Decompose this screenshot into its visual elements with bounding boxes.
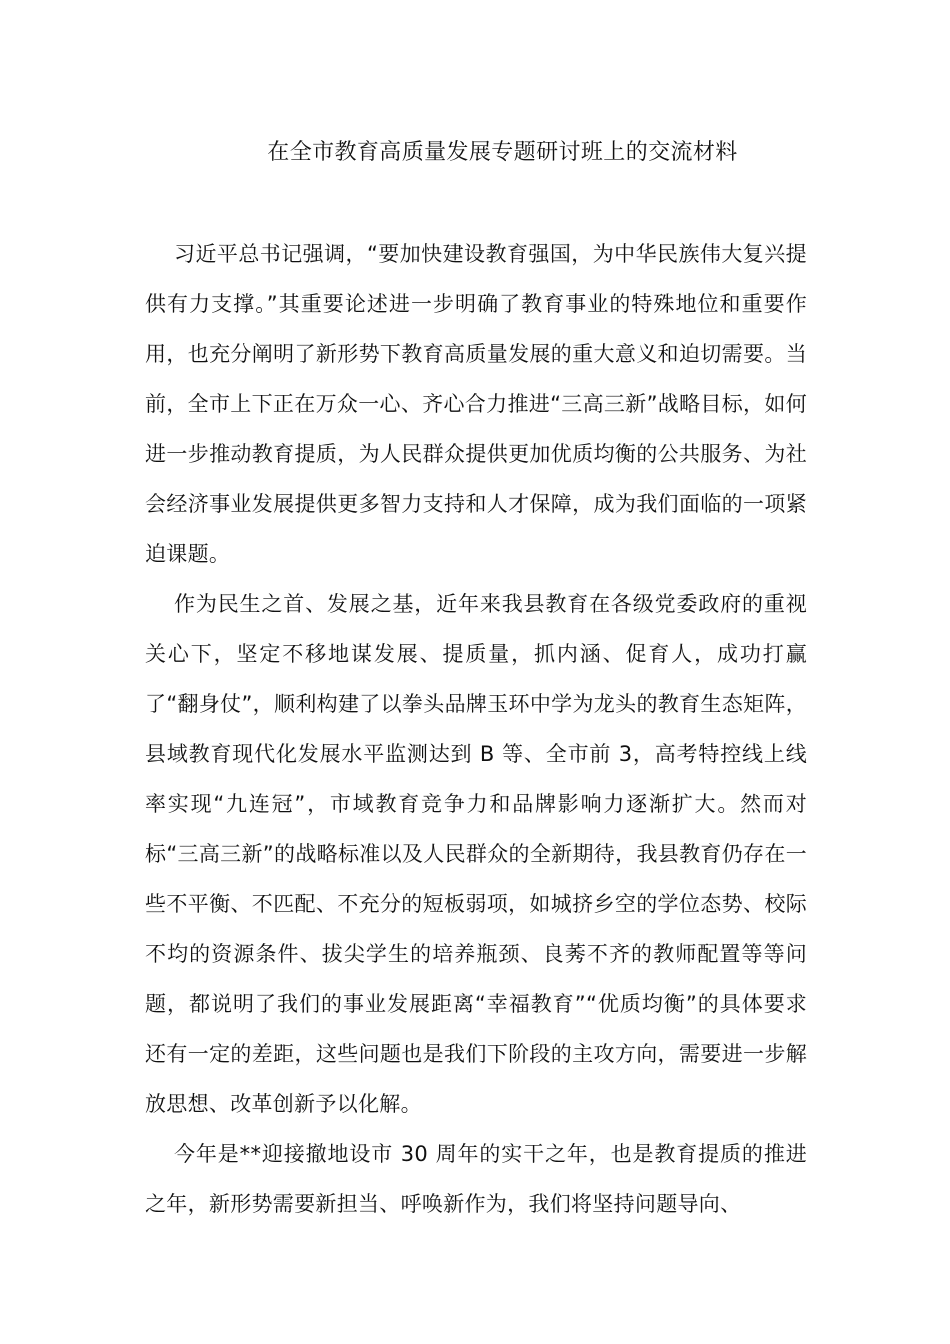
document-title: 在全市教育高质量发展专题研讨班上的交流材料 bbox=[267, 140, 738, 165]
document-body bbox=[145, 229, 807, 1229]
paragraph-1: 习近平总书记强调，“要加快建设教育强国，为中华民族伟大复兴提供有力支撑。”其重要论述进一步明确了教育事业的特殊地位和重要作用，也充分阐明了新形势下教育高质量发展的重大意义和迫切需要。当前，全市上下正在万众一心、齐心合力推进“三高三新”战略目标，如何进一步推动教育提质，为人民群众提供更加优质均衡的公共服务、为社会经济事业发展提供更多智力支持和人才保障，成为我们面临的一项紧迫课题。 bbox=[145, 242, 807, 566]
paragraph-3: 今年是**迎接撤地设市 30 周年的实干之年，也是教育提质的推进之年，新形势需要新担当、呼唤新作为，我们将坚持问题导向、 bbox=[145, 1142, 807, 1216]
paragraph-2: 作为民生之首、发展之基，近年来我县教育在各级党委政府的重视关心下，坚定不移地谋发展、提质量，抓内涵、促育人，成功打赢了“翻身仗”，顺利构建了以拳头品牌玉环中学为龙头的教育生态矩阵，县域教育现代化发展水平监测达到 B 等、全市前 3，高考特控线上线率实现“九连冠”，市域教育竞争力和品牌影响力逐渐扩大。然而对标“三高三新”的战略标准以及人民群众的全新期待，我县教育仍存在一些不平衡、不匹配、不充分的短板弱项，如城挤乡空的学位态势、校际不均的资源条件、拔尖学生的培养瓶颈、良莠不齐的教师配置等等问题，都说明了我们的事业发展距离“幸福教育”“优质均衡”的具体要求还有一定的差距，这些问题也是我们下阶段的主攻方向，需要进一步解放思想、改革创新予以化解。 bbox=[145, 592, 807, 1116]
